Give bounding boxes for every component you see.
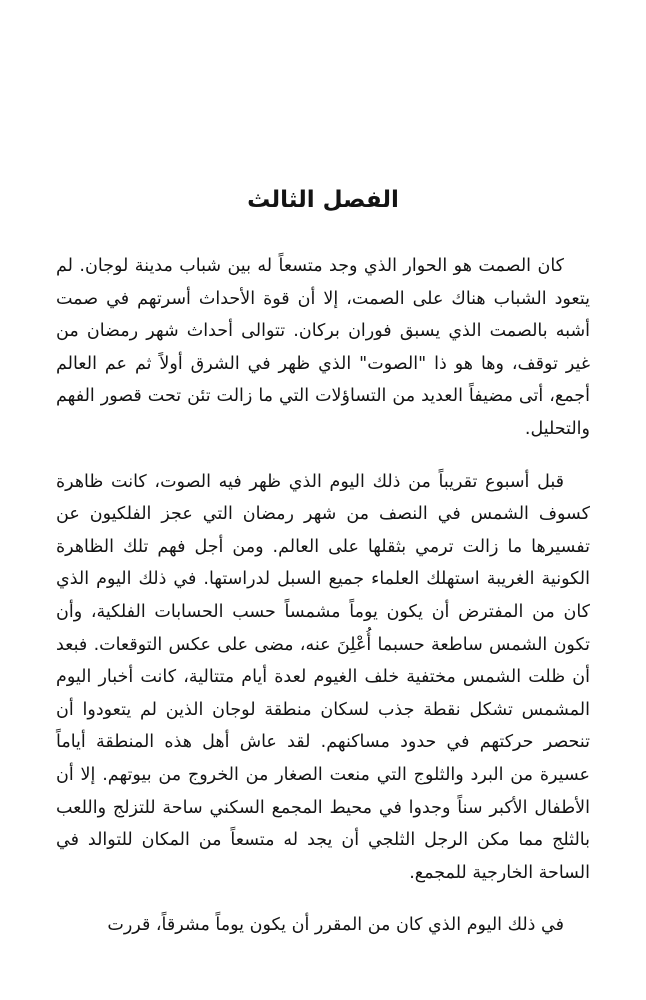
chapter-title: الفصل الثالث	[247, 187, 399, 213]
paragraph-2: قبل أسبوع تقريباً من ذلك اليوم الذي ظهر فيه الصوت، كانت ظاهرة كسوف الشمس في النصف من شهر رمضان التي عجز الفلكيون عن تفسيرها ما زالت ترمي بثقلها على العالم. ومن أجل فهم تلك الظاهرة الكونية الغريبة استهلك العلماء جميع السبل لدراستها. في ذلك اليوم الذي كان من المفترض أن يكون يوماً مشمساً حسب الحسابات الفلكية، وأن تكون الشمس ساطعة حسبما أُعْلِنَ عنه، مضى على عكس التوقعات. فبعد أن ظلت الشمس مختفية خلف الغيوم لعدة أيام متتالية، كانت أخبار اليوم المشمس تشكل نقطة جذب لسكان منطقة لوجان الذين لم يتعودوا أن تنحصر حركتهم في حدود مساكنهم. لقد عاش أهل هذه المنطقة أياماً عسيرة من البرد والثلوج التي منعت الصغار من الخروج من بيوتهم. إلا أن الأطفال الأكبر سناً وجدوا في محيط المجمع السكني ساحة للتزلج واللعب بالثلج مما مكن الرجل الثلجي أن يجد له متسعاً من المكان للتوالد في الساحة الخارجية للمجمع.	[56, 471, 590, 883]
paragraph-3: في ذلك اليوم الذي كان من المقرر أن يكون يوماً مشرقاً، قررت	[107, 915, 564, 936]
paragraph-1: كان الصمت هو الحوار الذي وجد متسعاً له بين شباب مدينة لوجان. لم يتعود الشباب هناك على الصمت، إلا أن قوة الأحداث أسرتهم في صمت أشبه بالصمت الذي يسبق فوران بركان. تتوالى أحداث شهر رمضان من غير توقف، وها هو ذا "الصوت" الذي ظهر في الشرق أولاً ثم عم العالم أجمع، أتى مضيفاً العديد من التساؤلات التي ما زالت تئن تحت قصور الفهم والتحليل.	[56, 256, 590, 439]
book-page	[56, 180, 590, 962]
